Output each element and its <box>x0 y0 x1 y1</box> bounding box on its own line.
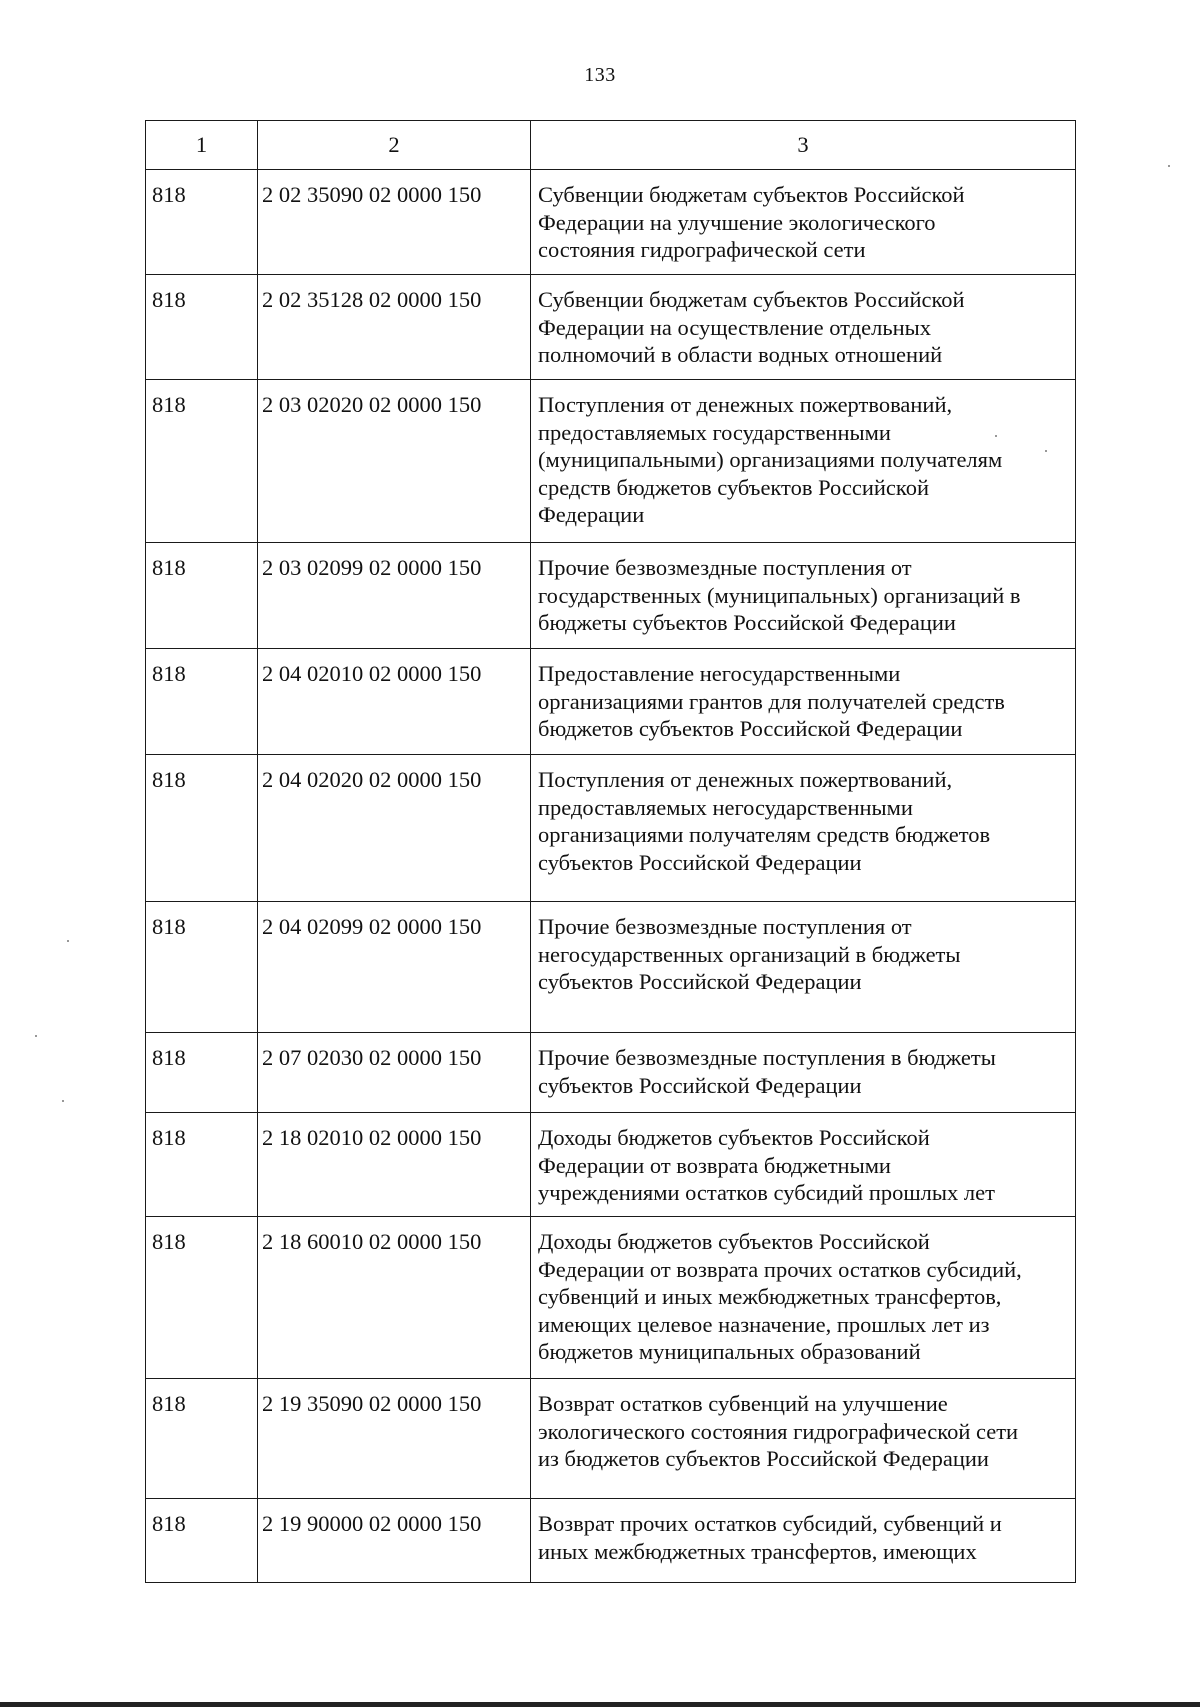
description-cell <box>531 1499 1076 1583</box>
admin-code-cell: 818 <box>146 1113 258 1217</box>
description-line: Федерации на осуществление отдельных <box>538 314 932 340</box>
description-line: бюджетов муниципальных образований <box>538 1339 921 1364</box>
admin-code-cell: 818 <box>146 1033 258 1113</box>
description-line: Федерации от возврата прочих остатков субсидий, <box>538 1256 1022 1282</box>
description-cell <box>531 170 1076 275</box>
description-line: субъектов Российской Федерации <box>538 969 862 994</box>
description-cell <box>531 902 1076 1033</box>
admin-code-cell: 818 <box>146 275 258 380</box>
scan-speck <box>35 1035 37 1037</box>
scan-speck <box>1168 165 1170 167</box>
description-cell <box>531 1113 1076 1217</box>
description-line: предоставляемых государственными <box>538 419 891 445</box>
description-line: Предоставление негосударственными <box>538 661 901 686</box>
description-line: бюджеты субъектов Российской Федерации <box>538 610 956 635</box>
description-line: учреждениями остатков субсидий прошлых лет <box>538 1180 995 1205</box>
description-line: Поступления от денежных пожертвований, <box>538 392 953 417</box>
revenue-code-cell: 2 03 02099 02 0000 150 <box>258 543 531 649</box>
admin-code-cell: 818 <box>146 1217 258 1379</box>
description-line: Федерации на улучшение экологического <box>538 209 936 235</box>
description-line: бюджетов субъектов Российской Федерации <box>538 716 963 741</box>
description-cell <box>531 543 1076 649</box>
description-line: Субвенции бюджетам субъектов Российской <box>538 287 965 312</box>
admin-code-cell: 818 <box>146 902 258 1033</box>
description-line: Возврат прочих остатков субсидий, субвенций и <box>538 1511 1002 1536</box>
revenue-code-cell: 2 04 02099 02 0000 150 <box>258 902 531 1033</box>
revenue-code-cell: 2 02 35128 02 0000 150 <box>258 275 531 380</box>
description-line: экологического состояния гидрографической сети <box>538 1418 1019 1444</box>
description-line: субъектов Российской Федерации <box>538 849 862 875</box>
description-cell <box>531 649 1076 755</box>
description-line: Доходы бюджетов субъектов Российской <box>538 1125 930 1150</box>
table-row <box>146 1379 1076 1499</box>
description-line: Поступления от денежных пожертвований, <box>538 767 953 792</box>
description-line: из бюджетов субъектов Российской Федерации <box>538 1446 989 1471</box>
description-line: иных межбюджетных трансфертов, имеющих <box>538 1538 977 1564</box>
revenue-code-cell: 2 18 60010 02 0000 150 <box>258 1217 531 1379</box>
admin-code-cell: 818 <box>146 755 258 902</box>
revenue-code-cell: 2 18 02010 02 0000 150 <box>258 1113 531 1217</box>
revenue-code-cell: 2 04 02010 02 0000 150 <box>258 649 531 755</box>
description-line: Прочие безвозмездные поступления от <box>538 914 912 939</box>
description-line: Субвенции бюджетам субъектов Российской <box>538 182 965 207</box>
budget-revenue-table <box>145 120 1076 1583</box>
table-row <box>146 1033 1076 1113</box>
table-row <box>146 1113 1076 1217</box>
description-cell <box>531 275 1076 380</box>
column-header-1: 1 <box>146 121 258 170</box>
description-line: предоставляемых негосударственными <box>538 794 913 820</box>
table-row <box>146 902 1076 1033</box>
revenue-code-cell: 2 04 02020 02 0000 150 <box>258 755 531 902</box>
description-line: средств бюджетов субъектов Российской <box>538 474 929 500</box>
description-line: организациями получателям средств бюджетов <box>538 822 991 847</box>
description-line: организациями грантов для получателей средств <box>538 688 1005 714</box>
revenue-code-cell: 2 19 90000 02 0000 150 <box>258 1499 531 1583</box>
table-row <box>146 1499 1076 1583</box>
table-body <box>146 170 1076 1583</box>
admin-code-cell: 818 <box>146 1499 258 1583</box>
scan-edge <box>0 1702 1200 1707</box>
table-row <box>146 1217 1076 1379</box>
table-row <box>146 170 1076 275</box>
description-line: Доходы бюджетов субъектов Российской <box>538 1229 930 1254</box>
revenue-code-cell: 2 19 35090 02 0000 150 <box>258 1379 531 1499</box>
description-line: Федерации <box>538 502 645 527</box>
description-line: субвенций и иных межбюджетных трансфертов, <box>538 1284 1002 1309</box>
table-row <box>146 275 1076 380</box>
description-line: имеющих целевое назначение, прошлых лет из <box>538 1311 990 1337</box>
description-line: субъектов Российской Федерации <box>538 1072 862 1098</box>
description-line: Возврат остатков субвенций на улучшение <box>538 1391 948 1416</box>
description-line: государственных (муниципальных) организаций в <box>538 582 1021 608</box>
description-line: негосударственных организаций в бюджеты <box>538 941 961 967</box>
page-number: 133 <box>584 64 616 86</box>
table-row <box>146 649 1076 755</box>
description-line: Прочие безвозмездные поступления в бюджеты <box>538 1045 996 1070</box>
revenue-code-cell: 2 02 35090 02 0000 150 <box>258 170 531 275</box>
description-cell <box>531 1217 1076 1379</box>
scan-speck <box>995 435 997 437</box>
scan-speck <box>67 940 69 942</box>
table-row <box>146 543 1076 649</box>
admin-code-cell: 818 <box>146 380 258 543</box>
description-line: полномочий в области водных отношений <box>538 342 943 367</box>
revenue-code-cell: 2 03 02020 02 0000 150 <box>258 380 531 543</box>
description-line: Федерации от возврата бюджетными <box>538 1152 891 1178</box>
description-cell <box>531 380 1076 543</box>
description-line: (муниципальными) организациями получателям <box>538 447 1003 472</box>
description-cell <box>531 755 1076 902</box>
column-header-3: 3 <box>531 121 1076 170</box>
table-row <box>146 755 1076 902</box>
description-line: состояния гидрографической сети <box>538 237 866 262</box>
description-cell <box>531 1379 1076 1499</box>
revenue-code-cell: 2 07 02030 02 0000 150 <box>258 1033 531 1113</box>
admin-code-cell: 818 <box>146 649 258 755</box>
admin-code-cell: 818 <box>146 543 258 649</box>
admin-code-cell: 818 <box>146 1379 258 1499</box>
scan-speck <box>1045 450 1047 452</box>
description-line: Прочие безвозмездные поступления от <box>538 555 912 580</box>
description-cell <box>531 1033 1076 1113</box>
table-row <box>146 380 1076 543</box>
scan-speck <box>62 1100 64 1102</box>
table-header-row <box>146 121 1076 170</box>
column-header-2: 2 <box>258 121 531 170</box>
admin-code-cell: 818 <box>146 170 258 275</box>
